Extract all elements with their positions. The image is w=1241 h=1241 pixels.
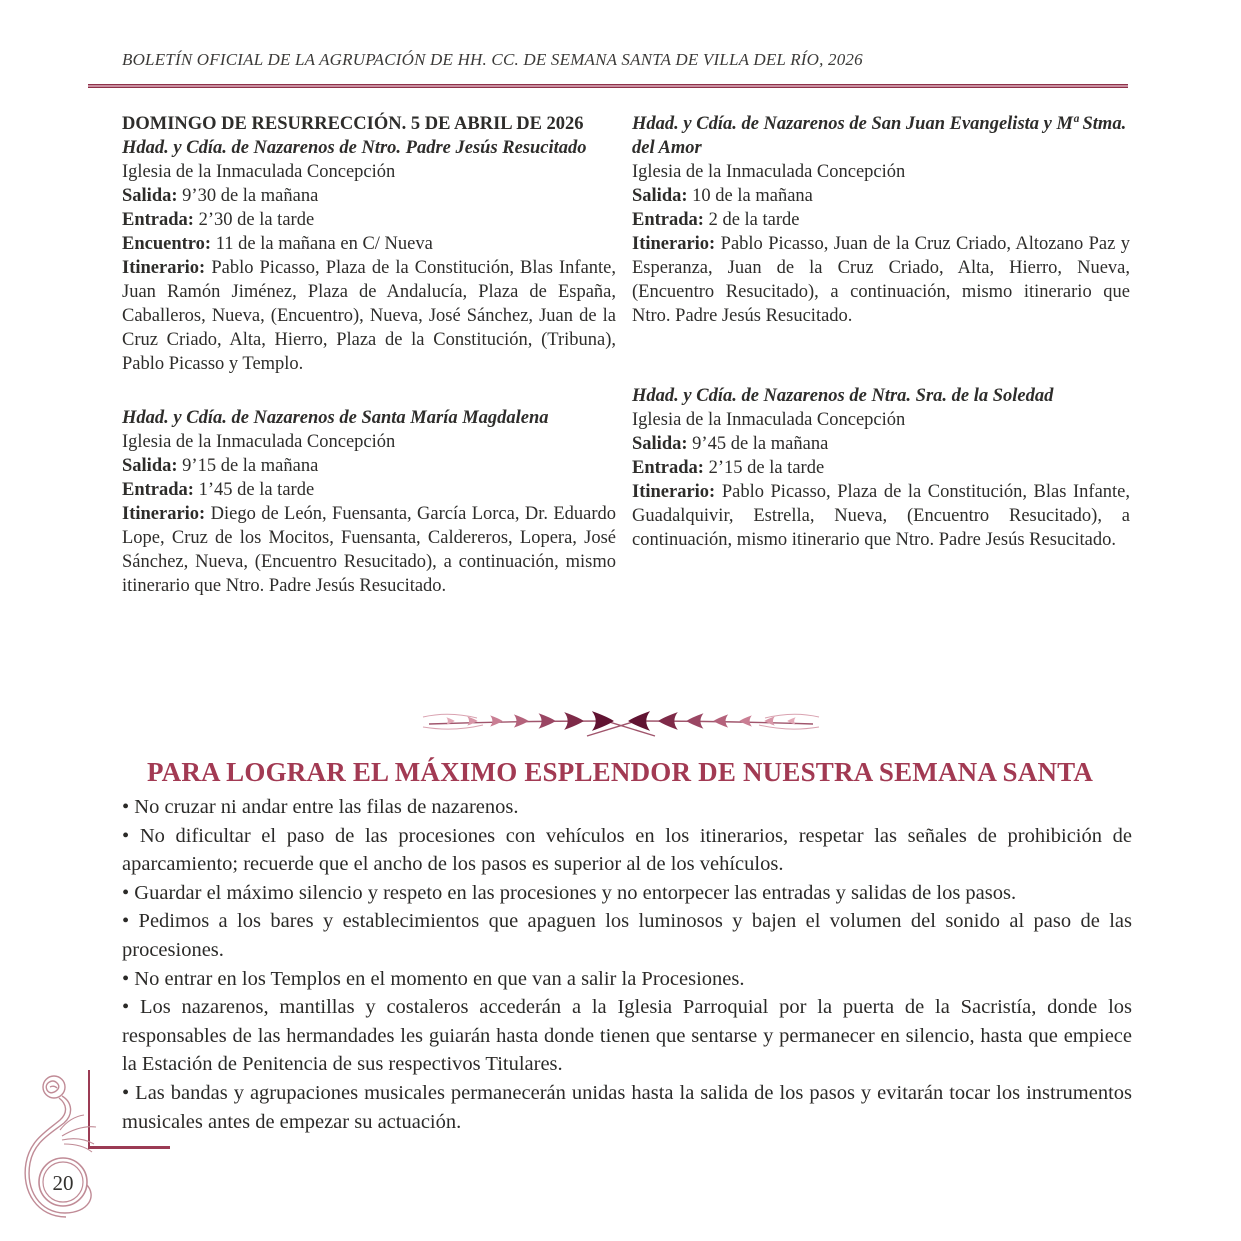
salida-value: 9’45 de la mañana <box>692 434 829 454</box>
bullet-item: • Las bandas y agrupaciones musicales permanecerán unidas hasta la salida de los pasos y evitarán tocar los instrumentos musicales antes de empezar su actuación. <box>122 1081 1132 1133</box>
entrada-value: 1’45 de la tarde <box>198 480 315 500</box>
salida-value: 9’30 de la mañana <box>182 186 319 206</box>
entrada-value: 2 de la tarde <box>708 210 800 230</box>
church-line: Iglesia de la Inmaculada Concepción <box>122 162 396 182</box>
salida-line <box>632 184 1130 208</box>
entrada-line <box>632 456 1130 480</box>
entrada-line <box>122 478 616 502</box>
bullet-item: • No entrar en los Templos en el momento en que van a salir la Procesiones. <box>122 967 745 990</box>
procession-block-resucitado <box>122 136 616 376</box>
church-line: Iglesia de la Inmaculada Concepción <box>122 432 396 452</box>
procession-columns <box>122 112 1130 598</box>
entrada-label: Entrada: <box>122 480 194 500</box>
masthead-title: BOLETÍN OFICIAL DE LA AGRUPACIÓN DE HH. CC. DE SEMANA SANTA DE VILLA DEL RÍO, 2026 <box>122 50 863 69</box>
itinerario-line <box>632 232 1130 328</box>
hermandad-name: Hdad. y Cdía. de Nazarenos de San Juan Evangelista y Mª Stma. del Amor <box>632 114 1127 158</box>
itinerario-label: Itinerario: <box>632 234 716 254</box>
encuentro-label: Encuentro: <box>122 234 212 254</box>
church-line: Iglesia de la Inmaculada Concepción <box>632 162 906 182</box>
entrada-label: Entrada: <box>122 210 194 230</box>
day-title: DOMINGO DE RESURRECCIÓN. 5 DE ABRIL DE 2026 <box>122 114 584 134</box>
church-line: Iglesia de la Inmaculada Concepción <box>632 410 906 430</box>
entrada-value: 2’15 de la tarde <box>708 458 825 478</box>
salida-value: 10 de la mañana <box>692 186 813 206</box>
procession-block-san-juan <box>632 112 1130 328</box>
itinerario-value: Pablo Picasso, Juan de la Cruz Criado, Altozano Paz y Esperanza, Juan de la Cruz Criado, Alta, Hierro, Nueva, (Encuentro Resucitado), a continuación, mismo itinerario que Ntro. Padre Jesús Resucitado. <box>632 234 1131 326</box>
bullet-item: • Guardar el máximo silencio y respeto en las procesiones y no entorpecer las entradas y salidas de los pasos. <box>122 881 1017 904</box>
bullet-item: • Los nazarenos, mantillas y costaleros accederán a la Iglesia Parroquial por la puerta de la Sacristía, donde los responsables de las hermandades les guiarán hasta donde tienen que sentarse y permanecer en silencio, hasta que empiece la Estación de Penitencia de sus respectivos Titulares. <box>122 996 1132 1076</box>
itinerario-label: Itinerario: <box>122 258 206 278</box>
header-rule <box>88 84 1128 88</box>
hermandad-name: Hdad. y Cdía. de Nazarenos de Ntra. Sra. de la Soledad <box>632 386 1054 406</box>
right-column <box>632 112 1130 598</box>
itinerario-value: Pablo Picasso, Plaza de la Constitución, Blas Infante, Juan Ramón Jiménez, Plaza de Andalucía, Plaza de España, Caballeros, Nueva, (Encuentro), Nueva, José Sánchez, Juan de la Cruz Criado, Alta, Hierro, Plaza de la Constitución, (Tribuna), Pablo Picasso y Templo. <box>122 258 616 374</box>
itinerario-label: Itinerario: <box>632 482 716 502</box>
left-column <box>122 112 616 598</box>
salida-line <box>122 454 616 478</box>
page-number: 20 <box>52 1171 74 1195</box>
laurel-divider-icon <box>421 690 821 754</box>
encuentro-value: 11 de la mañana en C/ Nueva <box>215 234 433 254</box>
entrada-value: 2’30 de la tarde <box>198 210 315 230</box>
entrada-line <box>632 208 1130 232</box>
salida-line <box>632 432 1130 456</box>
flourish-icon <box>20 1070 110 1220</box>
itinerario-label: Itinerario: <box>122 504 206 524</box>
procession-block-soledad <box>632 384 1130 552</box>
bullet-item: • No cruzar ni andar entre las filas de nazarenos. <box>122 796 519 818</box>
entrada-label: Entrada: <box>632 458 704 478</box>
encuentro-line <box>122 232 616 256</box>
salida-label: Salida: <box>632 186 688 206</box>
bullet-item: • Pedimos a los bares y establecimientos que apaguen los luminosos y bajen el volumen del sonido al paso de las procesiones. <box>122 910 1132 961</box>
bullet-item: • No dificultar el paso de las procesiones con vehículos en los itinerarios, respetar las señales de prohibición de aparcamiento; recuerde que el ancho de los pasos es superior al de los vehículos. <box>122 824 1132 876</box>
salida-label: Salida: <box>122 456 178 476</box>
salida-label: Salida: <box>122 186 178 206</box>
notice-bullet-list <box>122 793 1132 1136</box>
hermandad-name: Hdad. y Cdía. de Nazarenos de Santa María Magdalena <box>122 408 549 428</box>
itinerario-value: Diego de León, Fuensanta, García Lorca, Dr. Eduardo Lope, Cruz de los Mocitos, Fuensanta, Caldereros, Lopera, José Sánchez, Nueva, (Encuentro Resucitado), a continuación, mismo itinerario que Ntro. Padre Jesús Resucitado. <box>122 504 617 596</box>
entrada-label: Entrada: <box>632 210 704 230</box>
salida-label: Salida: <box>632 434 688 454</box>
itinerario-line <box>122 502 616 598</box>
notice-title: PARA LOGRAR EL MÁXIMO ESPLENDOR DE NUESTRA SEMANA SANTA <box>146 757 1094 787</box>
itinerario-value: Pablo Picasso, Plaza de la Constitución, Blas Infante, Guadalquivir, Estrella, Nueva, (Encuentro Resucitado), a continuación, mismo itinerario que Ntro. Padre Jesús Resucitado. <box>632 482 1130 550</box>
entrada-line <box>122 208 616 232</box>
laurel-divider <box>0 690 1241 754</box>
salida-line <box>122 184 616 208</box>
page-number-ornament <box>20 1070 110 1220</box>
hermandad-name: Hdad. y Cdía. de Nazarenos de Ntro. Padre Jesús Resucitado <box>122 138 587 158</box>
salida-value: 9’15 de la mañana <box>182 456 319 476</box>
procession-block-magdalena <box>122 406 616 598</box>
itinerario-line <box>122 256 616 376</box>
itinerario-line <box>632 480 1130 552</box>
